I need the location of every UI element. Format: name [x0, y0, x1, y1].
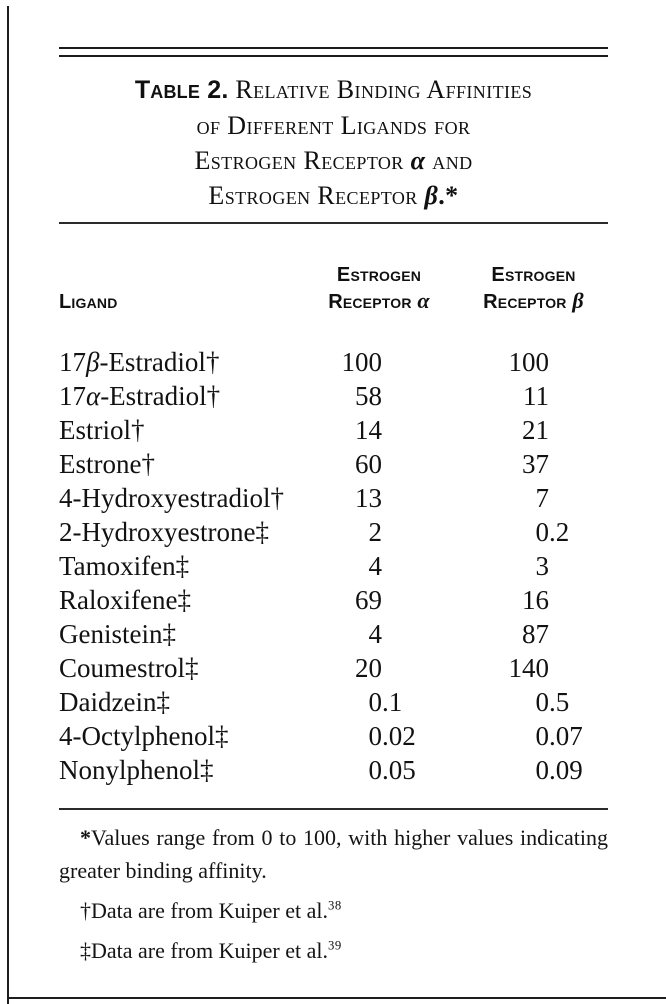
- table-bottom-rule: [59, 808, 608, 810]
- footnote-marker: ‡: [175, 551, 190, 581]
- table-title-line-2: of Different Ligands for: [196, 111, 471, 140]
- er-alpha-value: 58: [355, 381, 382, 411]
- er-beta-value: 140: [508, 653, 549, 683]
- title-footnote-asterisk: .*: [438, 181, 459, 210]
- alpha-symbol: α: [410, 146, 426, 175]
- er-beta-value: 7: [535, 483, 549, 513]
- column-header-er-alpha: Estrogen Receptor α: [328, 264, 430, 313]
- reference-39: 39: [328, 938, 342, 953]
- dagger-marker: †: [80, 898, 91, 923]
- scan-left-edge-line: [7, 6, 9, 1004]
- beta-symbol: β: [424, 181, 439, 210]
- ligand-cell: 17α-Estradiol†: [59, 381, 221, 411]
- footnote-asterisk: *Values range from 0 to 100, with higher values indicating greater binding affinity.: [59, 825, 608, 883]
- alpha-symbol: α: [417, 288, 430, 313]
- er-alpha-value: 13: [355, 483, 382, 513]
- table-title: [59, 72, 608, 213]
- beta-symbol: β: [572, 288, 584, 313]
- table-row: [59, 651, 608, 685]
- scan-bottom-edge-line: [7, 997, 666, 999]
- footnote-marker: †: [206, 381, 221, 411]
- table-title-line-1: Table 2. Relative Binding Affinities: [134, 75, 533, 104]
- table-number-label: Table 2.: [134, 76, 229, 104]
- reference-38: 38: [328, 898, 342, 913]
- footnote-marker: ‡: [200, 755, 214, 785]
- ligand-cell: 4-Octylphenol‡: [59, 721, 229, 751]
- column-header-er-beta: Estrogen Receptor β: [483, 264, 584, 313]
- footnote-marker: †: [270, 483, 284, 513]
- table-title-line-3: Estrogen Receptor α and: [194, 146, 473, 175]
- table-header-row: [59, 262, 608, 315]
- er-alpha-value: 0 .1: [368, 687, 403, 717]
- ligand-cell: Genistein‡: [59, 619, 176, 649]
- footnote-double-dagger: ‡Data are from Kuiper et al.$^{39}$: [80, 938, 342, 963]
- er-beta-value: 87: [522, 619, 549, 649]
- table-footnotes: [59, 821, 608, 974]
- double-dagger-marker: ‡: [80, 938, 91, 963]
- table-body: [59, 345, 608, 787]
- er-beta-value: 11: [523, 381, 549, 411]
- footnote-marker: †: [141, 449, 155, 479]
- table-row: [59, 617, 608, 651]
- er-alpha-value: 0 .02: [368, 721, 416, 751]
- column-header-ligand: Ligand: [59, 291, 118, 313]
- er-alpha-value: 2: [368, 517, 382, 547]
- ligand-cell: 4-Hydroxyestradiol†: [59, 483, 284, 513]
- table-top-double-rule: [59, 47, 608, 57]
- er-alpha-value: 20: [355, 653, 382, 683]
- table-row: [59, 379, 608, 413]
- table-row: [59, 481, 608, 515]
- ligand-cell: Daidzein‡: [59, 687, 170, 717]
- ligand-cell: Tamoxifen‡: [59, 551, 190, 581]
- er-beta-value: 3: [535, 551, 549, 581]
- er-alpha-value: 0 .05: [368, 755, 416, 785]
- table-row: [59, 549, 608, 583]
- table-row: [59, 345, 608, 379]
- footnote-marker: †: [205, 347, 220, 377]
- table-row: [59, 685, 608, 719]
- asterisk-marker: *: [80, 825, 91, 850]
- er-beta-value: 21: [522, 415, 549, 445]
- ligand-cell: Estrone†: [59, 449, 155, 479]
- footnote-dagger: †Data are from Kuiper et al.$^{38}$: [80, 898, 342, 923]
- er-alpha-value: 100: [341, 347, 382, 377]
- er-beta-value: 37: [522, 449, 549, 479]
- er-beta-value: 0 .2: [535, 517, 570, 547]
- greek-letter: α: [86, 381, 101, 411]
- table-row: [59, 447, 608, 481]
- ligand-cell: Estriol†: [59, 415, 145, 445]
- footnote-marker: ‡: [214, 721, 229, 751]
- table-header-top-rule: [59, 222, 608, 224]
- er-alpha-value: 4: [368, 619, 382, 649]
- ligand-cell: Raloxifene‡: [59, 585, 191, 615]
- er-beta-value: 0 .09: [535, 755, 583, 785]
- ligand-cell: Nonylphenol‡: [59, 755, 214, 785]
- footnote-marker: †: [131, 415, 145, 445]
- er-beta-value: 16: [522, 585, 549, 615]
- er-beta-value: 0 .5: [535, 687, 570, 717]
- table-row: [59, 515, 608, 549]
- table-row: [59, 413, 608, 447]
- ligand-cell: Coumestrol‡: [59, 653, 199, 683]
- er-beta-value: 100: [508, 347, 549, 377]
- footnote-marker: ‡: [255, 517, 269, 547]
- footnote-marker: ‡: [156, 687, 170, 717]
- table-row: [59, 753, 608, 787]
- ligand-cell: 17β-Estradiol†: [59, 347, 220, 377]
- er-alpha-value: 4: [368, 551, 382, 581]
- ligand-cell: 2-Hydroxyestrone‡: [59, 517, 269, 547]
- er-alpha-value: 69: [355, 585, 382, 615]
- er-alpha-value: 14: [355, 415, 382, 445]
- footnote-marker: ‡: [162, 619, 176, 649]
- table-row: [59, 719, 608, 753]
- table-title-line-4: Estrogen Receptor β.*: [208, 181, 459, 210]
- footnote-marker: ‡: [185, 653, 199, 683]
- footnote-marker: ‡: [177, 585, 191, 615]
- er-beta-value: 0 .07: [535, 721, 583, 751]
- greek-letter: β: [86, 347, 100, 377]
- table-row: [59, 583, 608, 617]
- er-alpha-value: 60: [355, 449, 382, 479]
